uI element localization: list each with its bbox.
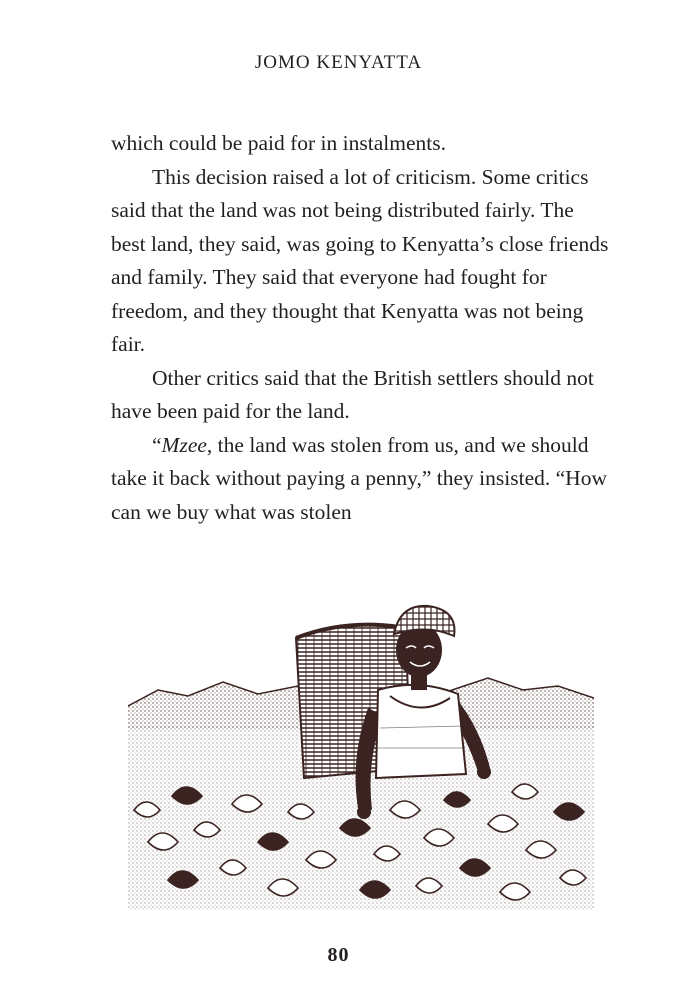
tea-picker-illustration: [128, 598, 594, 910]
open-quote: “: [152, 432, 162, 457]
paragraph-2: This decision raised a lot of criticism. Some critics said that the land was not being distributed fairly. The best land, they said, was going to Kenyatta’s close friends and family. They said that everyone had fought for freedom, and they thought that Kenyatta was not being fair.: [111, 164, 609, 356]
paragraph-3: Other critics said that the British settlers should not have been paid for the land.: [111, 365, 594, 423]
illustration-drawing: [128, 598, 594, 910]
paragraph-4-rest: , the land was stolen from us, and we should take it back without paying a penny,” they insisted. “How can we buy what was stolen: [111, 432, 607, 524]
emphasis-mzee: Mzee: [161, 432, 207, 457]
body-text: [111, 127, 611, 529]
paragraph-4: [111, 429, 611, 530]
page-number: 80: [327, 944, 350, 966]
running-head: JOMO KENYATTA: [254, 52, 423, 73]
paragraph-1: which could be paid for in instalments.: [111, 131, 446, 155]
